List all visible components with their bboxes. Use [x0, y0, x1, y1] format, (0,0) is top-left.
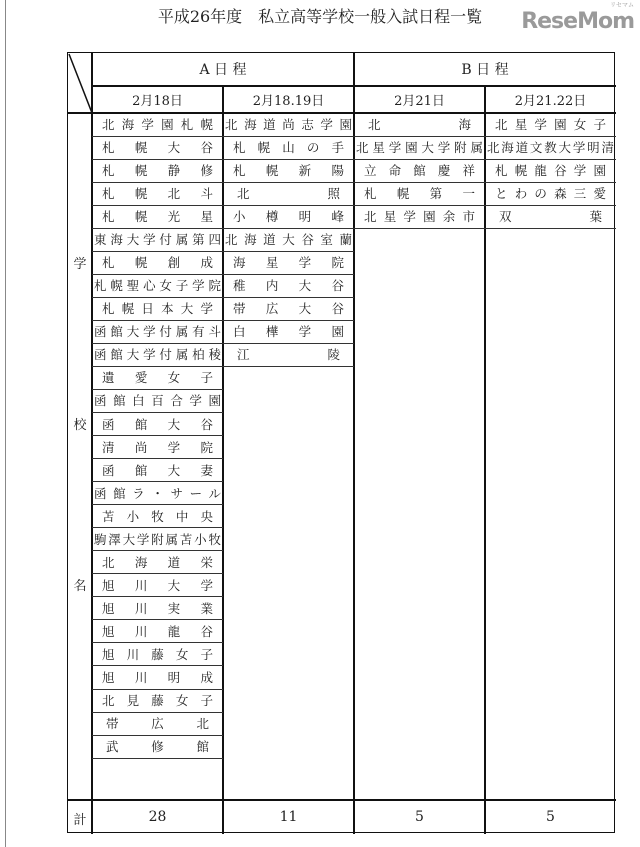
logo-sub: リセマム	[610, 2, 634, 9]
school-name: 札幌光星	[102, 209, 213, 225]
cell-border	[92, 758, 223, 759]
school-name: 函館大学付属有斗	[94, 324, 221, 340]
school-name: 双葉	[499, 209, 602, 225]
school-name: 北海道文教大学明清	[487, 140, 614, 156]
school-name: 旭川龍谷	[102, 623, 213, 639]
school-name: 旭川大学	[102, 577, 213, 593]
total-count: 11	[279, 809, 298, 825]
total-label: 計	[73, 813, 87, 828]
school-name: 北星学園女子	[495, 117, 606, 132]
school-name: 清尚学院	[102, 439, 213, 455]
school-name: 小樽明峰	[233, 209, 344, 225]
row-divider	[91, 85, 616, 87]
school-name: 北星学園余市	[364, 209, 475, 225]
page-title: 平成26年度 私立高等学校一般入試日程一覧	[157, 7, 483, 26]
school-name: 北見藤女子	[102, 693, 213, 708]
total-count: 5	[546, 809, 555, 825]
school-name: 駒澤大学附属苫小牧	[94, 531, 221, 547]
school-name: 北照	[237, 186, 340, 202]
school-name: 北海道栄	[102, 554, 213, 570]
school-name: 函館大妻	[102, 462, 213, 478]
date-header: 2月21.22日	[514, 94, 587, 109]
school-name: 帯広北	[106, 716, 209, 732]
school-name: 旭川明成	[102, 669, 213, 685]
date-header: 2月21日	[394, 94, 445, 109]
school-name: 函館白百合学園	[94, 393, 221, 409]
school-name: 札幌静修	[102, 163, 213, 179]
total-count: 5	[415, 809, 424, 825]
school-name: 稚内大谷	[233, 278, 344, 294]
school-name: 函館大学付属柏稜	[94, 347, 221, 363]
school-name: 立命館慶祥	[364, 163, 475, 179]
school-name: 札幌龍谷学園	[495, 163, 606, 179]
school-name: 海星学院	[233, 255, 344, 271]
school-name: 北海学園札幌	[102, 117, 213, 132]
school-name: 北海	[368, 117, 471, 132]
cell-border	[485, 228, 616, 229]
school-name: 札幌第一	[364, 186, 475, 202]
school-name: 北海道尚志学園	[225, 117, 352, 132]
school-name: 苫小牧中央	[102, 508, 213, 524]
school-name: 札幌山の手	[233, 140, 344, 156]
group-a-header: A 日 程	[199, 62, 247, 78]
school-name: 江陵	[237, 347, 340, 363]
side-label-2: 校	[73, 418, 87, 433]
school-name: 東海大学付属第四	[94, 232, 221, 248]
row-divider	[68, 799, 616, 801]
logo-text: ReseMom	[521, 9, 634, 34]
diagonal-corner	[68, 53, 92, 113]
school-name: 武修館	[106, 739, 209, 755]
side-label-3: 名	[73, 579, 87, 594]
school-name: 旭川藤女子	[102, 646, 213, 662]
school-name: 帯広大谷	[233, 301, 344, 317]
school-name: 札幌新陽	[233, 163, 344, 179]
total-count: 28	[148, 809, 167, 825]
page-edge	[5, 0, 6, 847]
school-name: 白樺学園	[233, 324, 344, 340]
date-header: 2月18.19日	[252, 94, 325, 109]
cell-border	[354, 228, 485, 229]
school-name: 北星学園大学附属	[356, 140, 483, 156]
school-name: 札幌大谷	[102, 140, 213, 156]
school-name: 札幌北斗	[102, 186, 213, 202]
group-b-header: B 日 程	[461, 62, 509, 78]
school-name: 函館大谷	[102, 416, 213, 432]
school-name: 遺愛女子	[102, 370, 213, 386]
date-header: 2月18日	[132, 94, 183, 109]
school-name: 札幌聖心女子学院	[94, 278, 221, 294]
cell-border	[223, 366, 354, 367]
resemom-logo	[521, 2, 634, 34]
school-name: 函館ラ・サール	[94, 485, 221, 501]
school-name: 札幌創成	[102, 255, 213, 271]
school-name: 北海道大谷室蘭	[225, 232, 352, 248]
schedule-table	[67, 52, 615, 833]
school-name: とわの森三愛	[495, 186, 606, 202]
school-name: 札幌日本大学	[102, 301, 213, 317]
school-name: 旭川実業	[102, 600, 213, 616]
side-label-1: 学	[73, 257, 87, 272]
